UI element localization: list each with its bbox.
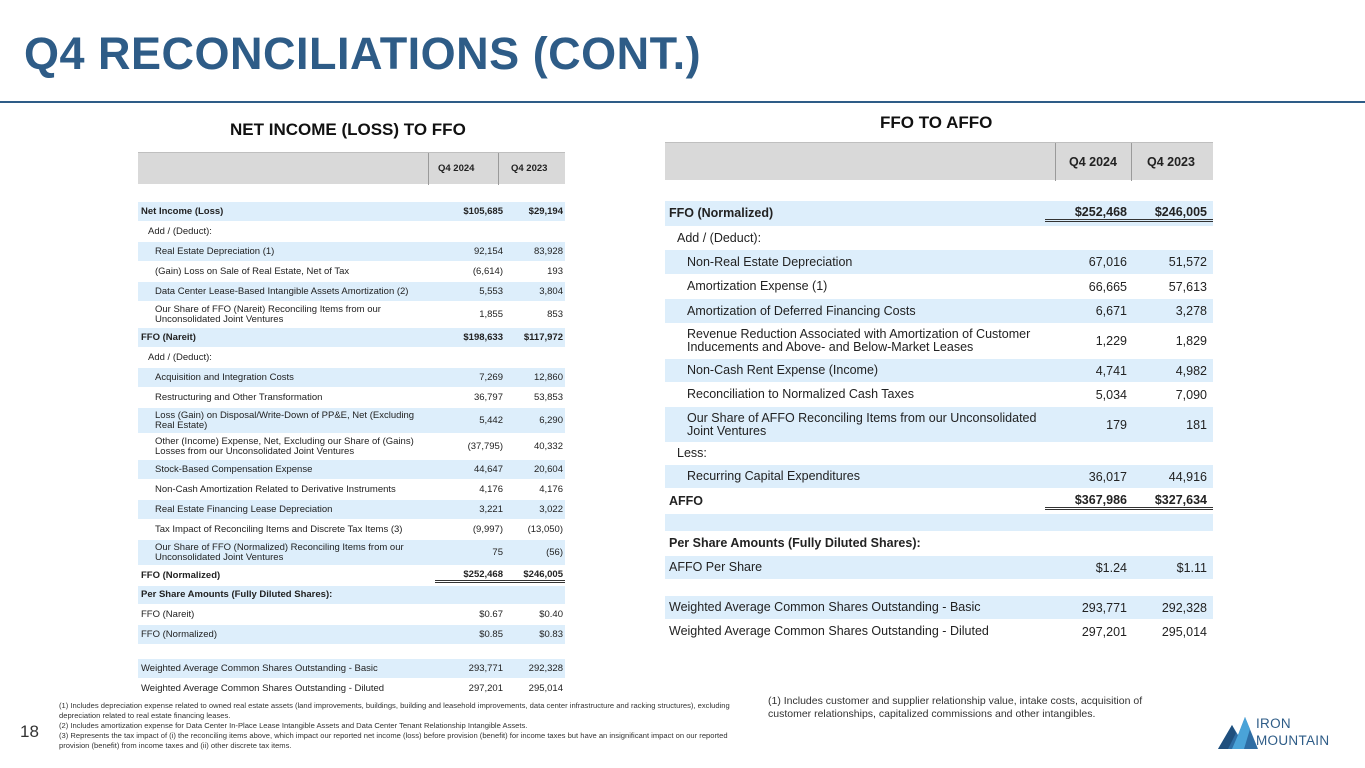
table-row bbox=[138, 480, 565, 500]
value-q4-2023: 53,853 bbox=[533, 392, 563, 403]
value-q4-2024: 66,665 bbox=[1088, 279, 1127, 294]
row-label: FFO (Nareit) bbox=[141, 608, 195, 620]
ffo-to-affo-table bbox=[665, 142, 1213, 644]
table-row bbox=[665, 620, 1213, 644]
table-row bbox=[138, 368, 565, 388]
row-label: Other (Income) Expense, Net, Excluding our Share of (Gains) Losses from our Unconsolidated Joint Ventures bbox=[155, 435, 414, 457]
value-q4-2023: $0.40 bbox=[539, 609, 563, 620]
row-label: Add / (Deduct): bbox=[148, 225, 212, 237]
value-q4-2023: 295,014 bbox=[528, 683, 563, 694]
row-label: Real Estate Depreciation (1) bbox=[155, 245, 275, 257]
value-q4-2024: $252,468 bbox=[1045, 205, 1127, 222]
table-row bbox=[138, 348, 565, 368]
row-label: Per Share Amounts (Fully Diluted Shares): bbox=[669, 536, 921, 550]
row-label: Per Share Amounts (Fully Diluted Shares): bbox=[141, 589, 333, 600]
value-q4-2023: 20,604 bbox=[533, 464, 563, 475]
net-income-to-ffo-table bbox=[138, 152, 565, 699]
value-q4-2023: 40,332 bbox=[533, 441, 563, 452]
value-q4-2024: $0.67 bbox=[479, 609, 503, 620]
table-row bbox=[138, 388, 565, 408]
value-q4-2023: 51,572 bbox=[1168, 255, 1207, 269]
table-row bbox=[665, 383, 1213, 407]
mountain-icon bbox=[1218, 715, 1258, 750]
table-row bbox=[138, 222, 565, 242]
value-q4-2024: 92,154 bbox=[473, 246, 503, 257]
column-header-q4-2023: Q4 2023 bbox=[511, 163, 548, 174]
table-row bbox=[138, 408, 565, 434]
table-header bbox=[665, 142, 1213, 180]
value-q4-2024: 75 bbox=[492, 547, 503, 558]
value-q4-2023: 83,928 bbox=[533, 246, 563, 257]
value-q4-2023: 3,804 bbox=[539, 286, 563, 297]
header-divider bbox=[498, 153, 499, 185]
right-section-heading: FFO TO AFFO bbox=[880, 113, 993, 132]
row-label: Recurring Capital Expenditures bbox=[687, 469, 861, 483]
row-label: Reconciliation to Normalized Cash Taxes bbox=[687, 387, 914, 401]
table-row bbox=[138, 679, 565, 699]
value-q4-2023: 12,860 bbox=[533, 372, 563, 383]
row-label: Our Share of FFO (Normalized) Reconciling Items from our Unconsolidated Joint Ventures bbox=[155, 541, 404, 563]
row-label: Acquisition and Integration Costs bbox=[155, 371, 294, 383]
row-label: Amortization Expense (1) bbox=[687, 279, 828, 293]
table-row bbox=[138, 500, 565, 520]
value-q4-2024: 1,229 bbox=[1095, 334, 1127, 348]
header-spacer bbox=[138, 184, 565, 202]
value-q4-2024: 5,034 bbox=[1095, 387, 1127, 402]
table-row bbox=[665, 596, 1213, 620]
table-row bbox=[665, 465, 1213, 489]
header-spacer bbox=[665, 180, 1213, 201]
value-q4-2023: $29,194 bbox=[528, 206, 563, 217]
table-row bbox=[138, 645, 565, 659]
value-q4-2024: 6,671 bbox=[1095, 304, 1127, 318]
table-row bbox=[665, 580, 1213, 596]
row-label: Weighted Average Common Shares Outstanding - Diluted bbox=[669, 624, 989, 638]
column-header-q4-2024: Q4 2024 bbox=[438, 163, 475, 174]
value-q4-2023: $0.83 bbox=[539, 629, 563, 640]
logo-line-2: MOUNTAIN bbox=[1256, 733, 1330, 748]
row-label: Amortization of Deferred Financing Costs bbox=[687, 303, 916, 318]
table-row bbox=[665, 324, 1213, 359]
row-label: AFFO Per Share bbox=[669, 560, 763, 574]
value-q4-2023: $1.11 bbox=[1176, 560, 1207, 575]
table-row bbox=[665, 532, 1213, 556]
value-q4-2024: 3,221 bbox=[479, 504, 503, 515]
value-q4-2024: (9,997) bbox=[472, 524, 503, 535]
value-q4-2023: 7,090 bbox=[1175, 387, 1207, 402]
value-q4-2024: 67,016 bbox=[1088, 255, 1127, 269]
footnotes-left bbox=[59, 701, 739, 751]
value-q4-2024: 293,771 bbox=[1081, 600, 1127, 615]
value-q4-2023: 1,829 bbox=[1175, 334, 1207, 348]
value-q4-2023: 853 bbox=[547, 309, 563, 320]
table-row bbox=[665, 443, 1213, 465]
value-q4-2024: $252,468 bbox=[435, 569, 503, 583]
value-q4-2023: (56) bbox=[546, 547, 563, 558]
table-row bbox=[138, 282, 565, 302]
value-q4-2024: 4,176 bbox=[479, 484, 503, 495]
value-q4-2024: 179 bbox=[1106, 417, 1127, 432]
value-q4-2024: $1.24 bbox=[1095, 560, 1127, 575]
table-row bbox=[665, 556, 1213, 580]
iron-mountain-logo bbox=[1218, 715, 1363, 755]
table-row bbox=[138, 566, 565, 586]
table-body bbox=[665, 201, 1213, 644]
footnote-1: (1) Includes depreciation expense related to owned real estate assets (land improvements, buildings, building and leasehold improvements, data center infrastructure and racking structures), excluding depreciation related to real estate financing leases. bbox=[59, 701, 730, 720]
value-q4-2024: 4,741 bbox=[1095, 363, 1127, 378]
table-row bbox=[138, 302, 565, 328]
table-row bbox=[138, 625, 565, 645]
header-divider bbox=[1055, 143, 1056, 181]
value-q4-2024: 44,647 bbox=[473, 464, 503, 475]
logo-line-1: IRON bbox=[1256, 716, 1291, 731]
header-divider bbox=[1131, 143, 1132, 181]
row-label: Revenue Reduction Associated with Amortization of Customer Inducements and Above- and Below-Market Leases bbox=[687, 327, 1031, 354]
table-row bbox=[138, 586, 565, 605]
row-label: Add / (Deduct): bbox=[677, 230, 762, 245]
value-q4-2024: (6,614) bbox=[472, 266, 503, 277]
table-row bbox=[665, 359, 1213, 383]
row-label: Tax Impact of Reconciling Items and Discrete Tax Items (3) bbox=[155, 523, 403, 535]
value-q4-2023: 57,613 bbox=[1168, 279, 1207, 294]
value-q4-2023: $246,005 bbox=[1127, 205, 1213, 222]
value-q4-2023: 292,328 bbox=[1161, 600, 1207, 615]
row-label: Less: bbox=[677, 446, 707, 460]
value-q4-2024: 297,201 bbox=[1081, 624, 1127, 639]
row-label: FFO (Normalized) bbox=[141, 569, 221, 581]
value-q4-2023: 4,176 bbox=[539, 484, 563, 495]
table-row bbox=[665, 299, 1213, 324]
column-header-q4-2023: Q4 2023 bbox=[1147, 155, 1195, 169]
value-q4-2023: 3,022 bbox=[539, 504, 563, 515]
row-label: Restructuring and Other Transformation bbox=[155, 391, 323, 403]
row-label: Add / (Deduct): bbox=[148, 351, 212, 363]
page-number: 18 bbox=[20, 722, 39, 741]
table-row bbox=[665, 227, 1213, 250]
table-row bbox=[138, 520, 565, 540]
value-q4-2023: $117,972 bbox=[523, 332, 563, 343]
value-q4-2023: $327,634 bbox=[1127, 493, 1213, 510]
table-row bbox=[665, 407, 1213, 443]
table-row bbox=[138, 460, 565, 480]
value-q4-2024: 36,797 bbox=[473, 392, 503, 403]
value-q4-2024: 293,771 bbox=[468, 663, 503, 674]
table-row bbox=[138, 434, 565, 460]
row-label: Non-Cash Rent Expense (Income) bbox=[687, 363, 879, 377]
value-q4-2024: 5,553 bbox=[479, 286, 503, 297]
table-body bbox=[138, 202, 565, 699]
value-q4-2024: $105,685 bbox=[463, 206, 503, 217]
value-q4-2024: 297,201 bbox=[468, 683, 503, 694]
column-header-q4-2024: Q4 2024 bbox=[1069, 155, 1117, 169]
row-label: Our Share of FFO (Nareit) Reconciling Items from our Unconsolidated Joint Ventures bbox=[155, 303, 381, 325]
table-row bbox=[138, 262, 565, 282]
value-q4-2023: 181 bbox=[1186, 417, 1207, 432]
title-divider bbox=[0, 101, 1365, 103]
footnote-2: (2) Includes amortization expense for Data Center In-Place Lease Intangible Assets and Data Center Tenant Relationship Intangible Assets. bbox=[59, 721, 528, 730]
table-row bbox=[665, 514, 1213, 532]
table-row bbox=[138, 242, 565, 262]
row-label: (Gain) Loss on Sale of Real Estate, Net of Tax bbox=[155, 265, 350, 277]
row-label: Real Estate Financing Lease Depreciation bbox=[155, 503, 333, 515]
table-row bbox=[138, 605, 565, 625]
logo-wordmark bbox=[1256, 715, 1329, 749]
row-label: Stock-Based Compensation Expense bbox=[155, 463, 313, 475]
table-row bbox=[138, 540, 565, 566]
table-row bbox=[138, 202, 565, 222]
row-label: FFO (Nareit) bbox=[141, 331, 196, 343]
left-section-heading: NET INCOME (LOSS) TO FFO bbox=[230, 120, 466, 139]
value-q4-2023: 295,014 bbox=[1161, 624, 1207, 639]
value-q4-2024: 1,855 bbox=[479, 309, 503, 320]
row-label: AFFO bbox=[669, 493, 704, 508]
value-q4-2023: (13,050) bbox=[527, 524, 563, 535]
value-q4-2023: $246,005 bbox=[503, 569, 565, 583]
table-header bbox=[138, 152, 565, 184]
row-label: Our Share of AFFO Reconciling Items from our Unconsolidated Joint Ventures bbox=[687, 410, 1037, 438]
row-label: Weighted Average Common Shares Outstanding - Basic bbox=[669, 600, 981, 614]
value-q4-2023: 6,290 bbox=[539, 415, 563, 426]
table-row bbox=[138, 328, 565, 348]
row-label: Non-Real Estate Depreciation bbox=[687, 254, 853, 269]
value-q4-2024: 5,442 bbox=[479, 415, 503, 426]
table-row bbox=[138, 659, 565, 679]
value-q4-2024: (37,795) bbox=[467, 441, 503, 452]
footnote-right: (1) Includes customer and supplier relationship value, intake costs, acquisition of customer relationships, capitalized commissions and other intangibles. bbox=[768, 695, 1143, 720]
row-label: Weighted Average Common Shares Outstanding - Basic bbox=[141, 662, 378, 674]
value-q4-2023: 193 bbox=[547, 266, 563, 277]
header-divider bbox=[428, 153, 429, 185]
table-row bbox=[665, 489, 1213, 514]
value-q4-2023: 4,982 bbox=[1175, 363, 1207, 378]
value-q4-2023: 3,278 bbox=[1175, 304, 1207, 318]
footnote-3: (3) Represents the tax impact of (i) the reconciling items above, which impact our reported net income (loss) before provision (benefit) for income taxes but have an insignificant impact on our reported provision (benefit) from income taxes and (ii) other discrete tax items. bbox=[59, 731, 728, 750]
table-row bbox=[665, 250, 1213, 275]
row-label: Loss (Gain) on Disposal/Write-Down of PP&E, Net (Excluding Real Estate) bbox=[155, 409, 415, 431]
row-label: FFO (Normalized) bbox=[669, 206, 774, 220]
value-q4-2023: 44,916 bbox=[1168, 469, 1207, 484]
row-label: Net Income (Loss) bbox=[141, 205, 224, 217]
row-label: Non-Cash Amortization Related to Derivative Instruments bbox=[155, 483, 396, 495]
value-q4-2024: $198,633 bbox=[463, 332, 503, 343]
value-q4-2024: $367,986 bbox=[1045, 493, 1127, 510]
value-q4-2024: 36,017 bbox=[1088, 469, 1127, 484]
value-q4-2024: $0.85 bbox=[479, 629, 503, 640]
value-q4-2023: 292,328 bbox=[528, 663, 563, 674]
table-row bbox=[665, 275, 1213, 299]
table-row bbox=[665, 201, 1213, 227]
row-label: FFO (Normalized) bbox=[141, 628, 218, 640]
value-q4-2024: 7,269 bbox=[479, 372, 503, 383]
row-label: Weighted Average Common Shares Outstanding - Diluted bbox=[141, 682, 385, 694]
row-label: Data Center Lease-Based Intangible Assets Amortization (2) bbox=[155, 285, 409, 297]
page-title: Q4 RECONCILIATIONS (CONT.) bbox=[24, 28, 702, 79]
